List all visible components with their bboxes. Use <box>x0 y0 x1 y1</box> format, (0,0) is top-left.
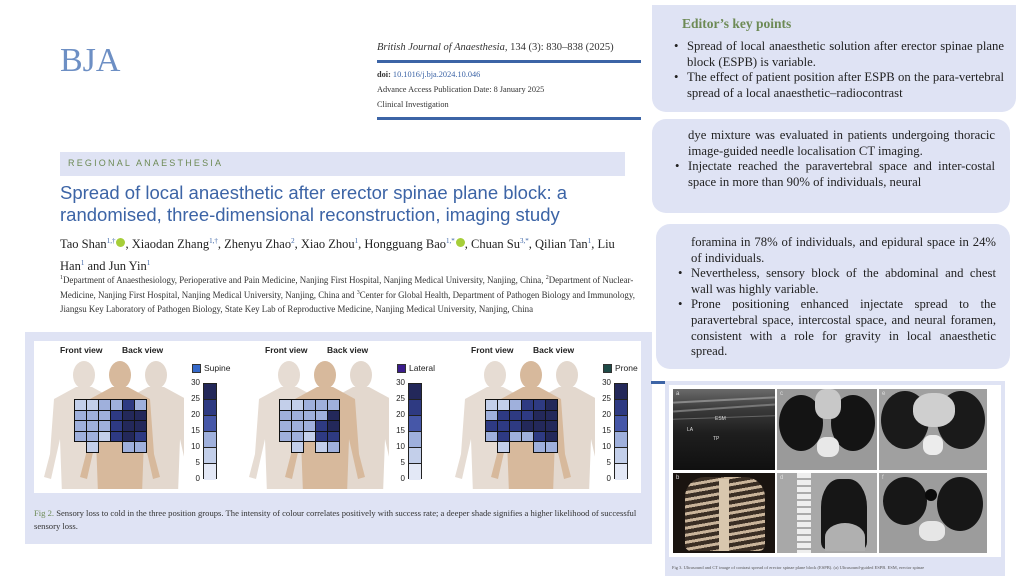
grid-cell <box>534 442 546 453</box>
grid-cell <box>510 410 522 421</box>
grid-cell <box>123 442 135 453</box>
panel-label: b <box>676 475 680 481</box>
us-label-esm: ESM <box>715 416 726 422</box>
grid-cell <box>123 410 135 421</box>
figure-3-caption: Fig 3. Ultrasound and CT image of contrast spread of erector spinae plane block (ESPB). (a) Ultrasound-guided ESPB. ESM, erector spinae <box>672 565 925 570</box>
grid-cell <box>510 400 522 411</box>
grid-cell <box>123 431 135 442</box>
front-view-label: Front view <box>60 345 103 355</box>
grid-cell <box>498 442 510 453</box>
grid-cell <box>328 400 340 411</box>
color-scale <box>203 383 217 479</box>
article-title: Spread of local anaesthetic after erector spinae plane block: a randomised, three-dimensional reconstruction, imaging study <box>60 182 568 225</box>
grid-cell <box>135 442 147 453</box>
figure-2-panel <box>25 332 652 544</box>
us-label-tp: TP <box>713 436 720 442</box>
grid-cell <box>123 400 135 411</box>
legend-label: Supine <box>204 363 231 373</box>
author-affiliation-marker: 1 <box>146 259 151 268</box>
affiliation-text: Department of Nuclear-Medicine, Nanjing First Hospital, Nanjing Medical University, Nanjing, China and <box>60 274 634 301</box>
grid-cell <box>522 400 534 411</box>
us-label-la: LA <box>687 427 694 433</box>
author-name[interactable]: Liu Han <box>60 237 615 274</box>
grid-cell <box>292 442 304 453</box>
grid-cell <box>135 400 147 411</box>
grid-cell <box>87 421 99 432</box>
grid-cell <box>510 442 522 453</box>
key-point-item: • The effect of patient position after ESPB on the para-vertebral spread of a local anaesthetic–radiocontrast <box>674 70 1004 101</box>
grid-cell <box>498 421 510 432</box>
key-points-list <box>678 235 996 360</box>
scale-ticks: 30 25 20 15 10 5 0 <box>396 378 405 483</box>
panel-label: f <box>882 475 884 481</box>
author-affiliation-marker: 2 <box>291 237 295 245</box>
figure-2-image <box>34 341 641 493</box>
grid-cell <box>522 442 534 453</box>
panel-label: a <box>676 391 680 397</box>
grid-cell <box>328 431 340 442</box>
grid-cell <box>87 400 99 411</box>
journal-citation <box>377 42 641 60</box>
body-map-supine <box>34 341 234 493</box>
grid-cell <box>316 400 328 411</box>
grid-cell <box>522 421 534 432</box>
grid-cell <box>111 410 123 421</box>
grid-cell <box>135 421 147 432</box>
color-scale <box>614 383 628 479</box>
author-affiliation-marker: 1,† <box>106 237 116 245</box>
grid-cell <box>486 421 498 432</box>
legend-label: Lateral <box>409 363 435 373</box>
publication-date: Advance Access Publication Date: 8 January 2025 <box>377 85 545 94</box>
affiliation-text: Department of Anaesthesiology, Perioperative and Pain Medicine, Nanjing First Hospital, Nanjing Medical University, Nanjing, China, <box>63 274 546 285</box>
grid-cell <box>522 410 534 421</box>
author-name[interactable]: Xiao Zhou <box>300 237 355 252</box>
legend-label: Prone <box>615 363 638 373</box>
body-map-lateral <box>239 341 439 493</box>
affiliation-number: 3 <box>356 290 360 297</box>
affiliation-number: 2 <box>545 275 549 281</box>
front-view-label: Front view <box>265 345 308 355</box>
grid-cell <box>292 410 304 421</box>
panel-label: e <box>882 391 886 397</box>
grid-cell <box>304 400 316 411</box>
grid-cell <box>99 421 111 432</box>
grid-cell <box>280 400 292 411</box>
panel-label: d <box>780 475 784 481</box>
grid-cell <box>534 410 546 421</box>
key-points-box-2 <box>652 119 1010 213</box>
grid-cell <box>316 442 328 453</box>
author-name[interactable]: Tao Shan <box>60 237 107 252</box>
author-affiliation-marker: 1,† <box>209 237 218 245</box>
grid-cell <box>135 431 147 442</box>
grid-cell <box>75 400 87 411</box>
grid-cell <box>486 400 498 411</box>
key-point-item: • Prone positioning enhanced injectate spread to the paravertebral space, intercostal space, and neural foramen, consistent with a role for gravity in local anaesthetic spread. <box>678 297 996 359</box>
grid-cell <box>280 410 292 421</box>
grid-cell <box>99 442 111 453</box>
back-view-label: Back view <box>533 345 575 355</box>
back-view-label: Back view <box>327 345 369 355</box>
panel-a-ultrasound <box>673 389 775 470</box>
caption-text: Sensory loss to cold in the three position groups. The intensity of colour correlates positively with success rate; a deeper shade signifies a higher likelihood of successful sensory loss. <box>34 508 637 531</box>
panel-c-ct-axial <box>777 389 877 470</box>
grid-cell <box>99 410 111 421</box>
grid-cell <box>510 431 522 442</box>
author-name[interactable]: Zhenyu Zhao <box>224 237 292 252</box>
grid-cell <box>546 410 558 421</box>
grid-cell <box>522 431 534 442</box>
front-view-label: Front view <box>471 345 514 355</box>
back-view-label: Back view <box>122 345 164 355</box>
grid-cell <box>304 410 316 421</box>
grid-cell <box>486 431 498 442</box>
article-meta <box>377 63 641 117</box>
figure-label[interactable]: Fig 2. <box>34 508 55 518</box>
key-point-item: • Spread of local anaesthetic solution after erector spinae plane block (ESPB) is variable. <box>674 39 1004 70</box>
legend-swatch <box>603 364 612 373</box>
grid-cell <box>292 421 304 432</box>
grid-cell <box>75 431 87 442</box>
scale-ticks: 30 25 20 15 10 5 0 <box>602 378 611 483</box>
key-points-list <box>674 39 1004 101</box>
grid-cell <box>111 442 123 453</box>
doi-label: doi: <box>377 70 391 79</box>
key-points-list <box>675 128 995 190</box>
divider <box>377 117 641 120</box>
grid-cell <box>280 431 292 442</box>
grid-cell <box>292 400 304 411</box>
author-affiliation-marker: 1 <box>354 237 359 245</box>
key-point-item: • Injectate reached the paravertebral space and inter-costal space in more than 90% of individuals, neural <box>675 159 995 190</box>
grid-cell <box>546 400 558 411</box>
figure-3-panel <box>665 381 1005 576</box>
grid-cell <box>316 421 328 432</box>
sensory-grid <box>74 399 147 453</box>
grid-cell <box>123 421 135 432</box>
key-points-box-3 <box>656 224 1010 369</box>
orcid-icon[interactable] <box>456 238 465 247</box>
color-scale <box>408 383 422 479</box>
grid-cell <box>546 442 558 453</box>
grid-cell <box>75 410 87 421</box>
grid-cell <box>546 421 558 432</box>
grid-cell <box>534 431 546 442</box>
grid-cell <box>498 431 510 442</box>
section-band <box>60 152 625 176</box>
legend-swatch <box>397 364 406 373</box>
grid-cell <box>316 431 328 442</box>
grid-cell <box>75 421 87 432</box>
accent-bar <box>651 381 665 384</box>
sensory-grid <box>485 399 558 453</box>
grid-cell <box>304 421 316 432</box>
author-affiliation-marker: 1 <box>80 259 85 268</box>
article-type: Clinical Investigation <box>377 100 449 109</box>
legend-swatch <box>192 364 201 373</box>
grid-cell <box>304 431 316 442</box>
grid-cell <box>510 421 522 432</box>
journal-name: British Journal of Anaesthesia, <box>377 42 508 53</box>
grid-cell <box>111 421 123 432</box>
grid-cell <box>111 431 123 442</box>
sensory-grid <box>279 399 340 453</box>
grid-cell <box>486 410 498 421</box>
grid-cell <box>486 442 498 453</box>
journal-logo: BJA <box>60 42 121 79</box>
orcid-icon[interactable] <box>116 238 125 247</box>
key-points-box-1 <box>652 5 1016 112</box>
grid-cell <box>280 442 292 453</box>
affiliation-number: 1 <box>60 275 63 281</box>
journal-info <box>377 42 641 120</box>
grid-cell <box>328 421 340 432</box>
panel-d-ct-sagittal <box>777 473 877 553</box>
author-name[interactable]: Xiaodan Zhang <box>131 237 210 252</box>
key-points-heading: Editor’s key points <box>682 16 792 31</box>
panel-b-3d-reconstruction <box>673 473 775 553</box>
grid-cell <box>304 442 316 453</box>
affiliation-text: Center for Global Health, Department of Pathogen Biology and Immunology, Jiangsu Key Laboratory of Pathogen Biology, State Key Lab of Reproductive Medicine, Nanjing Medical University, Nanjing, China <box>60 290 635 314</box>
grid-cell <box>111 400 123 411</box>
key-point-continuation: dye mixture was evaluated in patients undergoing thoracic image-guided needle localisation CT imaging. <box>688 128 995 158</box>
figure-3-image <box>669 385 1001 557</box>
panel-label: c <box>780 391 783 397</box>
grid-cell <box>546 431 558 442</box>
author-affiliation-marker: 1,* <box>446 237 455 245</box>
scale-ticks: 30 25 20 15 10 5 0 <box>191 378 200 483</box>
author-list: Tao Shan$^{1,\dagger}$ , Xiaodan Zhang$^{1,\dagger}$, Zhenyu Zhao$^2$, Xiao Zhou$^1$, Hongguang Bao$^{1,*}$ , Chuan $Su^{3,*}$, Qilian Tan$^1$, Liu Han$^1$ and Jun Yin$^1$ <box>60 237 615 274</box>
affiliations <box>60 272 635 316</box>
figure-2-caption <box>34 507 642 533</box>
author-name[interactable]: Qilian Tan <box>534 237 588 252</box>
author-name[interactable]: Hongguang Bao <box>364 237 446 252</box>
grid-cell <box>328 410 340 421</box>
grid-cell <box>99 431 111 442</box>
grid-cell <box>99 400 111 411</box>
grid-cell <box>75 442 87 453</box>
grid-cell <box>87 431 99 442</box>
grid-cell <box>498 400 510 411</box>
panel-f-ct-axial <box>879 473 987 553</box>
grid-cell <box>316 410 328 421</box>
grid-cell <box>292 431 304 442</box>
volume-pages: 134 (3): 830–838 (2025) <box>507 42 614 53</box>
grid-cell <box>328 442 340 453</box>
body-map-prone <box>445 341 645 493</box>
author-affiliation-marker: 3,* <box>519 237 529 245</box>
author-name[interactable]: Chuan Su <box>471 237 520 252</box>
grid-cell <box>87 410 99 421</box>
grid-cell <box>534 421 546 432</box>
section-label: REGIONAL ANAESTHESIA <box>68 158 224 168</box>
author-name[interactable]: Jun Yin <box>108 259 147 274</box>
grid-cell <box>87 442 99 453</box>
grid-cell <box>534 400 546 411</box>
key-point-continuation: foramina in 78% of individuals, and epidural space in 24% of individuals. <box>691 235 996 265</box>
key-point-item: • Nevertheless, sensory block of the abdominal and chest wall was highly variable. <box>678 266 996 297</box>
grid-cell <box>135 410 147 421</box>
author-affiliation-marker: 1 <box>587 237 592 245</box>
grid-cell <box>280 421 292 432</box>
grid-cell <box>498 410 510 421</box>
doi-link[interactable]: 10.1016/j.bja.2024.10.046 <box>392 70 481 79</box>
panel-e-ct-axial <box>879 389 987 470</box>
